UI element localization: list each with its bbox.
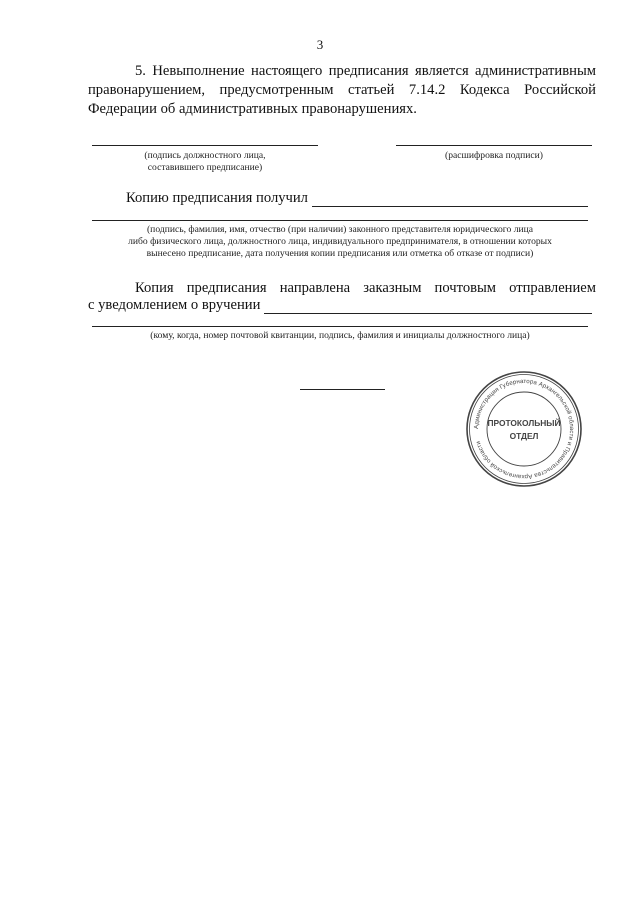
received-caption (88, 224, 592, 260)
end-separator (300, 389, 385, 390)
signature-decode-line (396, 145, 592, 146)
seal-stamp (464, 369, 584, 489)
clause-5: 5. Невыполнение настоящего предписания является административным правонарушением, предусмотренным статьей 7.14.2 Кодекса Российской Федерации об административных правонарушениях. (88, 63, 596, 117)
stamp-outer-ring (467, 372, 581, 486)
stamp-inner-ring (487, 392, 561, 466)
mailed-row (88, 297, 592, 314)
received-label: Копию предписания получил (126, 190, 308, 206)
received-caption-line-2: либо физического лица, должностного лица, индивидуального предпринимателя, в отношении которых (128, 236, 552, 247)
mailed-second-line (92, 326, 588, 327)
signature-caption (92, 150, 318, 174)
mailed-caption: (кому, когда, номер почтовой квитанции, подпись, фамилия и инициалы должностного лица) (150, 330, 530, 341)
received-caption-line-3: вынесено предписание, дата получения копии предписания или отметка об отказе от подписи) (146, 248, 534, 259)
received-row (88, 190, 588, 207)
mailed-line-2: с уведомлением о вручении (88, 297, 261, 313)
mailed-line-1: Копия предписания направлена заказным почтовым отправлением (135, 280, 596, 296)
stamp-ring-text: Администрация Губернатора Архангельской области и Правительства Архангельской области (472, 377, 576, 481)
signature-decode-caption: (расшифровка подписи) (445, 150, 543, 161)
stamp-outer-ring-thin (470, 375, 579, 484)
stamp-center-line-1: ПРОТОКОЛЬНЫЙ (487, 418, 561, 428)
mailed-blank (264, 299, 592, 314)
signature-caption-line-1: (подпись должностного лица, (144, 150, 266, 161)
received-blank (312, 192, 588, 207)
stamp-center-line-2: ОТДЕЛ (509, 431, 539, 441)
signature-line (92, 145, 318, 146)
page-number: 3 (316, 37, 324, 52)
signature-caption-line-2: составившего предписание) (147, 162, 263, 173)
received-caption-line-1: (подпись, фамилия, имя, отчество (при наличии) законного представителя юридического лица (146, 224, 534, 235)
received-second-line (92, 220, 588, 221)
